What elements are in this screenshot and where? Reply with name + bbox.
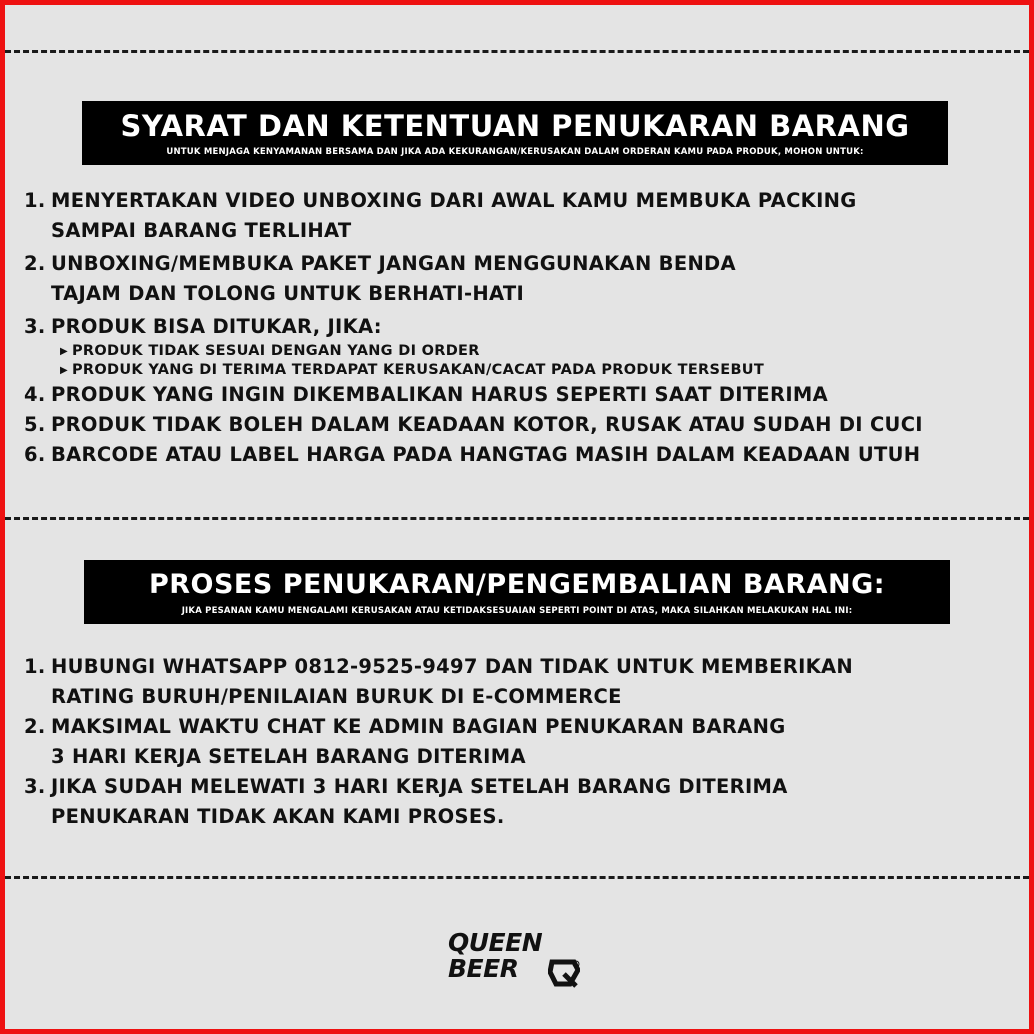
- item-number: 1.: [24, 189, 46, 212]
- item-number: 6.: [24, 443, 46, 466]
- list-item: [24, 712, 853, 772]
- sub-item: [51, 342, 923, 361]
- divider-middle: [5, 517, 1029, 520]
- item-text: BARCODE ATAU LABEL HARGA PADA HANGTAG MASIH DALAM KEADAAN UTUH: [51, 443, 921, 466]
- item-number: 2.: [24, 715, 46, 738]
- logo-line-1: QUEEN: [448, 928, 543, 957]
- divider-top: [5, 50, 1029, 53]
- item-text: PRODUK YANG INGIN DIKEMBALIKAN HARUS SEPERTI SAAT DITERIMA: [51, 383, 829, 406]
- item-text: PRODUK TIDAK BOLEH DALAM KEADAAN KOTOR, RUSAK ATAU SUDAH DI CUCI: [51, 413, 923, 436]
- logo-line-2: BEER: [448, 954, 519, 983]
- item-text: 3 HARI KERJA SETELAH BARANG DITERIMA: [51, 745, 526, 768]
- section1-banner: [82, 101, 948, 165]
- item-text: SAMPAI BARANG TERLIHAT: [51, 219, 352, 242]
- list-item: [24, 380, 923, 410]
- sub-item-text: PRODUK YANG DI TERIMA TERDAPAT KERUSAKAN/CACAT PADA PRODUK TERSEBUT: [72, 362, 765, 378]
- section1-list: [24, 186, 923, 470]
- section2-title: PROSES PENUKARAN/PENGEMBALIAN BARANG:: [148, 569, 886, 600]
- divider-bottom: [5, 876, 1029, 879]
- brand-logo: [448, 930, 588, 990]
- list-item: [24, 652, 853, 712]
- item-text: PENUKARAN TIDAK AKAN KAMI PROSES.: [51, 805, 505, 828]
- list-item: [24, 312, 923, 380]
- section2-subtitle: JIKA PESANAN KAMU MENGALAMI KERUSAKAN ATAU KETIDAKSESUAIAN SEPERTI POINT DI ATAS, MAKA SILAHKAN MELAKUKAN HAL INI:: [181, 606, 853, 616]
- item-number: 2.: [24, 252, 46, 275]
- list-item: [24, 249, 923, 309]
- queen-beer-emblem-icon: [548, 958, 580, 992]
- item-text: MENYERTAKAN VIDEO UNBOXING DARI AWAL KAMU MEMBUKA PACKING: [51, 189, 857, 212]
- section1-title: SYARAT DAN KETENTUAN PENUKARAN BARANG: [120, 109, 910, 143]
- triangle-bullet-icon: ▶: [60, 365, 68, 376]
- item-text: UNBOXING/MEMBUKA PAKET JANGAN MENGGUNAKAN BENDA: [51, 252, 736, 275]
- section1-subtitle: UNTUK MENJAGA KENYAMANAN BERSAMA DAN JIKA ADA KEKURANGAN/KERUSAKAN DALAM ORDERAN KAMU PADA PRODUK, MOHON UNTUK:: [166, 147, 864, 157]
- list-item: [24, 410, 923, 440]
- item-text: HUBUNGI WHATSAPP 0812-9525-9497 DAN TIDAK UNTUK MEMBERIKAN: [51, 655, 854, 678]
- item-text: TAJAM DAN TOLONG UNTUK BERHATI-HATI: [51, 282, 524, 305]
- item-text: MAKSIMAL WAKTU CHAT KE ADMIN BAGIAN PENUKARAN BARANG: [51, 715, 786, 738]
- list-item: [24, 186, 923, 246]
- item-number: 3.: [24, 315, 46, 338]
- list-item: [24, 772, 853, 832]
- section2-list: [24, 652, 853, 832]
- item-number: 4.: [24, 383, 46, 406]
- section2-banner: [84, 560, 950, 624]
- sub-item: [51, 361, 923, 380]
- item-text: PRODUK BISA DITUKAR, JIKA:: [51, 315, 382, 338]
- item-text: RATING BURUH/PENILAIAN BURUK DI E-COMMERCE: [51, 685, 622, 708]
- item-number: 3.: [24, 775, 46, 798]
- triangle-bullet-icon: ▶: [60, 346, 68, 357]
- sub-item-text: PRODUK TIDAK SESUAI DENGAN YANG DI ORDER: [72, 343, 480, 359]
- list-item: [24, 440, 923, 470]
- item-number: 5.: [24, 413, 46, 436]
- item-text: JIKA SUDAH MELEWATI 3 HARI KERJA SETELAH BARANG DITERIMA: [51, 775, 788, 798]
- item-number: 1.: [24, 655, 46, 678]
